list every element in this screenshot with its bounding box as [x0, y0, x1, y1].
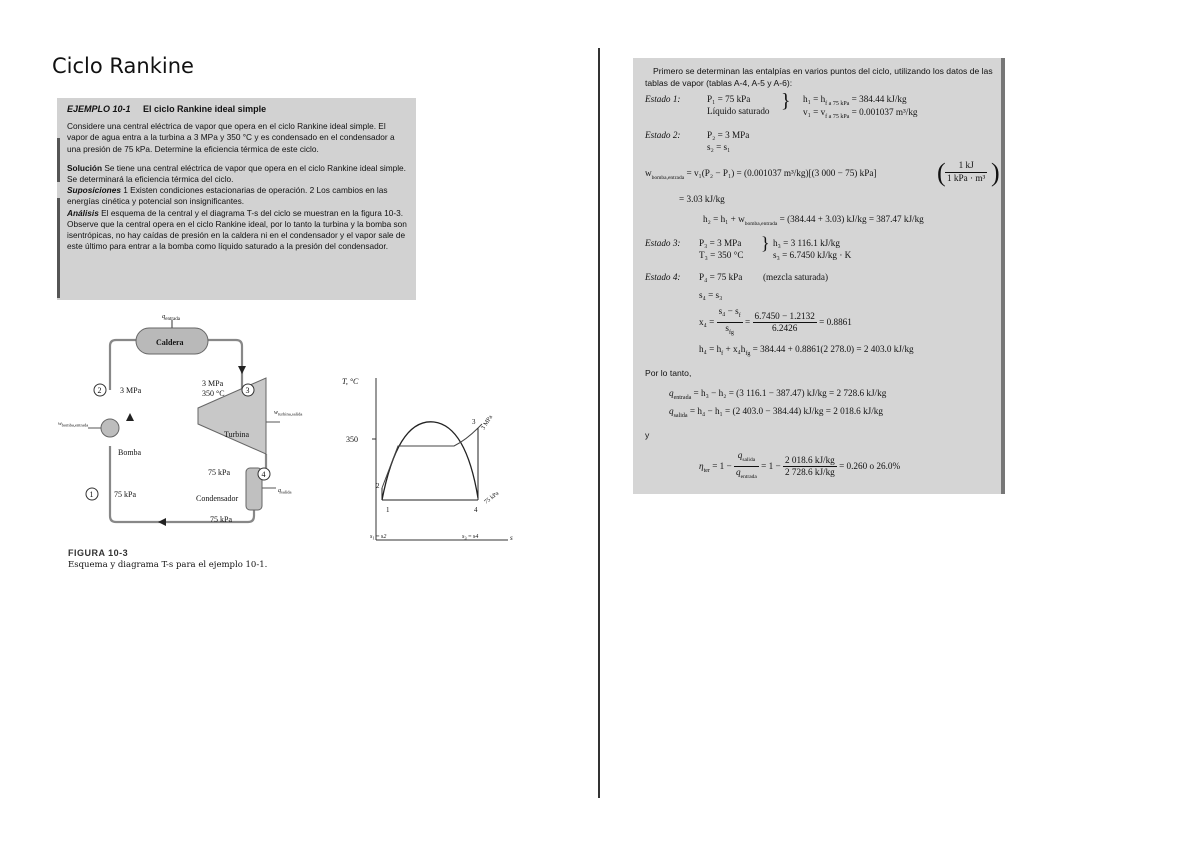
- h2-equation: $h_2 = h_1 + w_{bomba,entrada} = (384.44 + 3.03) kJ/kg = 387.47$ kJ/kg: [703, 214, 924, 227]
- example-title: El ciclo Rankine ideal simple: [143, 104, 267, 114]
- estado-2-pressure: P₂ = 3 MPa: [707, 130, 750, 140]
- isobar-3mpa-label: 3 MPa: [480, 414, 495, 432]
- estado-1-volume: $v_1 = v_{f a 75 kPa} = 0.001037$ m³/kg: [803, 107, 918, 120]
- turbine-label: Turbina: [224, 430, 250, 439]
- ts-point-2: 2: [376, 482, 380, 490]
- state-1-pressure: 75 kPa: [114, 490, 136, 499]
- example-number: EJEMPLO 10-1: [67, 104, 131, 114]
- figure-number: FIGURA 10-3: [68, 548, 129, 558]
- analysis-label: Análisis: [67, 207, 99, 218]
- state-2-pressure: 3 MPa: [120, 386, 142, 395]
- page-title: Ciclo Rankine: [52, 54, 194, 78]
- estado-4-entropy: s₄ = s₃: [699, 290, 723, 300]
- solution-text: Se tiene una central eléctrica de vapor que opera en el ciclo Rankine ideal simple. Se determinará la eficiencia térmica del ciclo.: [67, 162, 406, 185]
- figure-caption: [68, 548, 267, 570]
- tick-350-label: 350: [346, 435, 358, 444]
- estado-3-label: Estado 3:: [645, 238, 681, 248]
- estado-1-enthalpy: $h_1 = h_{f a 75 kPa} = 384.44$ kJ/kg: [803, 94, 907, 107]
- column-divider: [598, 48, 600, 798]
- h4-equation: $h_4 = h_f + x_4h_{fg} = 384.44 + 0.8861(2$ 278.0) = 2 403.0 kJ/kg: [699, 344, 914, 357]
- ts-point-4: 4: [474, 506, 478, 514]
- q-out-equation: $q_{salida} = h_4 - h_1 = (2$ 403.0 − 384.44) kJ/kg = 2 018.6 kJ/kg: [669, 406, 883, 419]
- cycle-schematic: [58, 313, 528, 580]
- bottom-pressure: 75 kPa: [210, 515, 232, 524]
- brace: }: [761, 233, 770, 253]
- w-pump-label: $w_{bomba,entrada}$: [58, 421, 89, 428]
- estado-3-temperature: T₃ = 350 °C: [699, 250, 744, 260]
- margin-bar: [57, 138, 60, 182]
- efficiency-equation: $\eta_{ter} = 1$ − $\frac{q_{salida}}{q_{entrada}}$ = 1 − $\frac{2 018.6 kJ/kg}{2 728.6 kJ/kg}$ = 0.260 o 26.0%: [699, 450, 901, 481]
- state-3-temperature: 350 °C: [202, 389, 225, 398]
- flow-arrow: [158, 518, 166, 526]
- s3-s4-label: $s_3 = s4$: [462, 534, 479, 541]
- q-in-label: $q_{entrada}$: [162, 313, 180, 322]
- pump-work-equation: $w_{bomba,entrada} = v_1(P_2 - P_1) = (0.001037$ m³/kg)[(3 000 − 75) kPa]: [645, 168, 877, 181]
- pump-work-value: = 3.03 kJ/kg: [679, 194, 725, 204]
- estado-1-condition: Líquido saturado: [707, 106, 770, 116]
- quality-equation: x₄ = $\frac{s_4 - s_f}{s_{fg}}$ = $\frac{6.7450 - 1.2132}{6.2426}$ = 0.8861: [699, 306, 852, 337]
- assumptions-label: Suposiciones: [67, 185, 121, 196]
- s1-s2-label: $s_1 = s2$: [370, 534, 387, 541]
- condenser-label: Condensador: [196, 494, 239, 503]
- estado-4-condition: (mezcla saturada): [763, 272, 829, 282]
- q-in-equation: $q_{entrada} = h_3 - h_2 = (3$ 116.1 − 387.47) kJ/kg = 2 728.6 kJ/kg: [669, 388, 887, 401]
- state-2-number: 2: [97, 386, 102, 395]
- solution-label: Solución: [67, 162, 103, 173]
- unit-conversion: $\frac{1 kJ}{\text{1 kPa · m³}}$: [947, 160, 986, 183]
- estado-2-entropy: s₂ = s₁: [707, 142, 731, 152]
- state-1-number: 1: [89, 490, 94, 499]
- pipe: [110, 446, 254, 522]
- flow-arrow: [238, 366, 246, 374]
- paren: (: [937, 158, 946, 187]
- flow-arrow: [126, 413, 134, 421]
- ts-diagram: [342, 377, 513, 542]
- estado-3-enthalpy: h₃ = 3 116.1 kJ/kg: [773, 238, 840, 248]
- ts-point-1: 1: [386, 506, 390, 514]
- pipe: [110, 340, 136, 390]
- solution-box: [633, 58, 1005, 494]
- pump: [101, 419, 119, 437]
- figure-10-3: [58, 313, 528, 580]
- estado-3-entropy: s₃ = 6.7450 kJ/kg · K: [773, 250, 852, 260]
- estado-1-label: Estado 1:: [645, 94, 681, 104]
- q-out-label: $q_{salida}$: [278, 488, 292, 495]
- ts-point-3: 3: [472, 418, 476, 426]
- state-4-pressure: 75 kPa: [208, 468, 230, 477]
- estado-4-pressure: P₄ = 75 kPa: [699, 272, 743, 282]
- margin-bar: [1001, 58, 1005, 494]
- example-statement: Considere una central eléctrica de vapor que opera en el ciclo Rankine ideal simple. El vapor de agua entra a la turbina a 3 MPa y 350 °C y es condensado en el condensador a una presión de 75 kPa. Determine la eficiencia térmica de este ciclo.: [67, 121, 395, 154]
- isobar-75kpa-label: 75 kPa: [483, 490, 501, 506]
- saturation-dome: [382, 422, 478, 500]
- example-solution-paragraph: [67, 163, 408, 253]
- figure-caption-text: Esquema y diagrama T-s para el ejemplo 10-1.: [68, 560, 268, 570]
- state-3-pressure: 3 MPa: [202, 379, 224, 388]
- analysis-text: El esquema de la central y el diagrama T-s del ciclo se muestran en la figura 10-3. Observe que la central opera en el ciclo Rankine ideal, por lo tanto la turbina y la bomba son isentrópicas, no hay caídas de presión en la caldera ni en el condensador y el vapor sale de este último para entrar a la bomba como líquido saturado a la presión del condensador.: [67, 207, 407, 252]
- brace: }: [781, 90, 791, 112]
- estado-1-pressure: P₁ = 75 kPa: [707, 94, 751, 104]
- state-3-number: 3: [245, 386, 250, 395]
- example-heading: [67, 104, 408, 115]
- w-turbine-label: $w_{turbina,salida}$: [274, 410, 303, 417]
- margin-bar: [57, 198, 60, 298]
- assumptions-text: 1 Existen condiciones estacionarias de operación. 2 Los cambios en las energías cinética y potencial son insignificantes.: [67, 185, 388, 207]
- estado-4-label: Estado 4:: [645, 272, 681, 282]
- paren: ): [991, 158, 1000, 187]
- estado-2-label: Estado 2:: [645, 130, 681, 140]
- pump-label: Bomba: [118, 448, 142, 457]
- boiler-label: Caldera: [156, 338, 184, 347]
- s-axis-label: s: [510, 534, 513, 542]
- state-4-number: 4: [261, 470, 266, 479]
- por-lo-tanto: Por lo tanto,: [645, 368, 692, 378]
- y-connector: y: [645, 430, 650, 440]
- solution-intro: Primero se determinan las entalpías en varios puntos del ciclo, utilizando los datos de las tablas de vapor (tablas A-4, A-5 y A-6):: [645, 66, 993, 88]
- t-axis-label: T, °C: [342, 377, 359, 386]
- example-box: [57, 98, 416, 300]
- estado-3-pressure: P₃ = 3 MPa: [699, 238, 742, 248]
